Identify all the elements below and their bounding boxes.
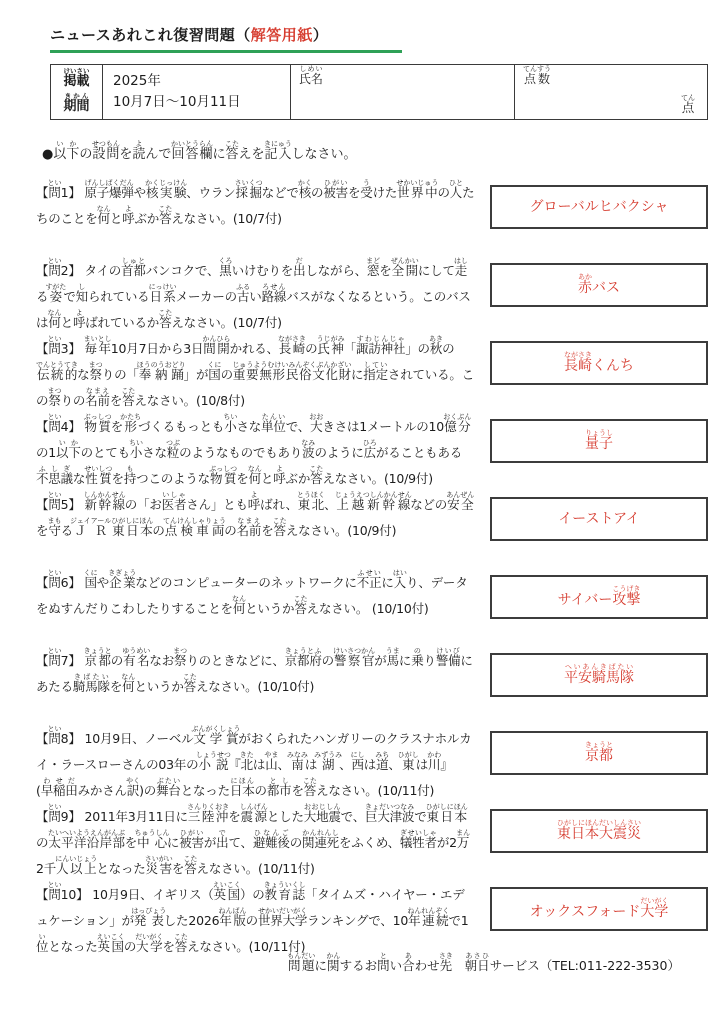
- answer-box[interactable]: [490, 263, 708, 307]
- question-text: 【問とい10】 10月9日、イギリス（英国えいこく）の教育誌きょういくし「タイムズ・ハイヤー・エデュケーション」が発表はっぴょうした2026年版ねんばんの世界大学せかいだいがくランキングで、10年連続ねんれんぞくで1位いとなった英国えいこくの大学だいがくを答こたえなさい。(10/11付): [36, 881, 469, 954]
- answer-wrap: [490, 647, 708, 703]
- period-range: 10月7日～10月11日: [113, 94, 241, 110]
- question-text: 【問とい3】 毎年まいとし10月7日から3日間開かんひらかれる、長崎ながさきの氏神うじがみ「諏訪神社すわじんじゃ」の秋あきの伝統的でんとうてきな祭まつりの「奉納踊ほうのうおどり」が国くにの重要無形民俗文化財じゅうようむけいみんぞくぶんかざいに指定していされている。この祭まつりの名前なまえを答こたえなさい。(10/8付): [36, 335, 474, 408]
- question-text: 【問とい7】 京都きょうとの有名ゆうめいなお祭まつりのときなどに、京都府きょうとふの警察官けいさつかんが馬うまに乗のり警備けいびにあたる騎馬隊きばたいを何なんというか答こたえなさい。(10/10付): [36, 647, 473, 694]
- answer-wrap: [490, 569, 708, 625]
- answer-box[interactable]: [490, 497, 708, 541]
- title-text: ニュースあれこれ復習問題（: [50, 26, 251, 44]
- info-table: [50, 64, 708, 120]
- answer-box[interactable]: [490, 731, 708, 775]
- answer-box[interactable]: [490, 575, 708, 619]
- period-value-cell: [103, 65, 291, 119]
- footer-contact: 問題もんだいに関かんするお問とい合あわせ先さき 朝日あさひサービス（TEL:011-222-3530）: [287, 952, 680, 973]
- question-row: [36, 257, 708, 335]
- answer-wrap: [490, 413, 708, 469]
- question-list: [36, 179, 708, 959]
- question-row: [36, 335, 708, 413]
- answer-text: 量子りょうし: [585, 429, 613, 452]
- question-text: 【問とい4】 物質ぶっしつを形かたちづくるもっとも小ちいさな単位たんいで、大おおきさは1メートルの10億分おくぶんの1以下いかのとても小ちいさな粒つぶのようなものでもあり波なみのように広ひろがることもある不思議ふしぎな性質せいしつを持もつこのような物質ぶっしつを何なんと呼よぶか答こたえなさい。(10/9付): [36, 413, 472, 486]
- answer-text: グローバルヒバクシャ: [529, 199, 669, 215]
- score-unit-label: 点てん: [681, 94, 695, 115]
- answer-text: オックスフォード大学だいがく: [529, 897, 669, 920]
- question-row: [36, 881, 708, 959]
- score-field-cell[interactable]: [515, 65, 707, 119]
- question-row: [36, 413, 708, 491]
- answer-wrap: [490, 803, 708, 859]
- period-year: 2025年: [113, 73, 161, 89]
- question-text: 【問とい9】 2011年3月11日に三陸沖さんりくおきを震源しんげんとした大地震おおじしんで、巨大津波きょだいつなみで東日本ひがしにほんの太平洋沿岸部たいへいようえんがんぶを中心ちゅうしんに被害ひがいが出でて、避難後ひなんごの関連死かんれんしをふくめ、犠牲者ぎせいしゃが2万まん2千人にん以上いじょうとなった災害さいがいを答こたえなさい。(10/11付): [36, 803, 471, 876]
- question-row: [36, 647, 708, 725]
- answer-text: サイバー攻撃こうげき: [557, 585, 641, 608]
- answer-wrap: [490, 257, 708, 313]
- title-suffix: ）: [312, 26, 329, 44]
- question-text: 【問とい8】 10月9日、ノーベル文学賞ぶんがくしょうがおくられたハンガリーのクラスナホルカイ・ラースローさんの03年の小説しょうせつ『北きたは山やま、南みなみは湖みずうみ、西にしは道みち、東ひがしは川かわ』(早稲田わせだみかさん訳やく)の舞台ぶたいとなった日本にほんの都市としを答こたえなさい。(10/11付): [36, 725, 472, 798]
- period-label-cell: [51, 65, 103, 119]
- answer-box[interactable]: [490, 341, 708, 385]
- page-title: [50, 24, 402, 53]
- answer-text: 平安騎馬隊へいあんきばたい: [564, 663, 634, 686]
- name-label: 氏名しめい: [299, 65, 324, 86]
- question-text: 【問とい6】 国くにや企業きぎょうなどのコンピューターのネットワークに不正ふせいに入はいり、データをぬすんだりこわしたりすることを何なんというか答こたえなさい。 (10/10付): [36, 569, 468, 616]
- question-row: [36, 179, 708, 257]
- answer-box[interactable]: [490, 653, 708, 697]
- instruction-text: ●以下いかの設問せつもんを読よんで回答欄かいとうらんに答こたえを記入きにゅうしなさい。: [42, 140, 357, 162]
- period-label-line1: 掲載けいさい: [63, 67, 90, 89]
- question-text: 【問とい5】 新幹線しんかんせんの「お医者いしゃさん」とも呼よばれ、東北とうほく、上越新幹線じょうえつしんかんせんなどの安全あんぜんを守まもるＪＲジェイアール東日本ひがしにほんの点検車両てんけんしゃりょうの名前なまえを答こたえなさい。(10/9付): [36, 491, 475, 538]
- answer-box[interactable]: [490, 185, 708, 229]
- answer-text: イーストアイ: [558, 511, 640, 527]
- title-highlight: 解答用紙: [250, 26, 313, 44]
- answer-text: 京都きょうと: [585, 741, 613, 764]
- answer-text: 赤あかバス: [578, 273, 620, 296]
- answer-box[interactable]: [490, 419, 708, 463]
- answer-wrap: [490, 491, 708, 547]
- question-row: [36, 725, 708, 803]
- answer-box[interactable]: [490, 809, 708, 853]
- question-row: [36, 803, 708, 881]
- question-text: 【問とい2】 タイの首都しゅとバンコクで、黒くろいけむりを出だしながら、窓まどを全開ぜんかいにして走はしる姿すがたで知しられている日系にっけいメーカーの古ふるい路線ろせんバスがなくなるという。このバスは何なんと呼よばれているか答こたえなさい。(10/7付): [36, 257, 471, 330]
- question-text: 【問とい1】 原子爆弾げんしばくだんや核実験かくじっけん、ウラン採掘さいくつなどで核かくの被害ひがいを受うけた世界中せかいじゅうの人ひとたちのことを何なんと呼よぶか答こたえなさい。(10/7付): [36, 179, 475, 226]
- answer-wrap: [490, 881, 708, 937]
- answer-wrap: [490, 335, 708, 391]
- question-row: [36, 491, 708, 569]
- score-label: 点数てんすう: [523, 65, 551, 86]
- answer-wrap: [490, 179, 708, 235]
- answer-text: 長崎ながさきくんち: [564, 351, 634, 374]
- question-row: [36, 569, 708, 647]
- period-label-line2: 期間きかん: [63, 92, 90, 114]
- name-field-cell[interactable]: [291, 65, 515, 119]
- answer-wrap: [490, 725, 708, 781]
- answer-box[interactable]: [490, 887, 708, 931]
- answer-text: 東日本大震災ひがしにほんだいしんさい: [557, 819, 641, 842]
